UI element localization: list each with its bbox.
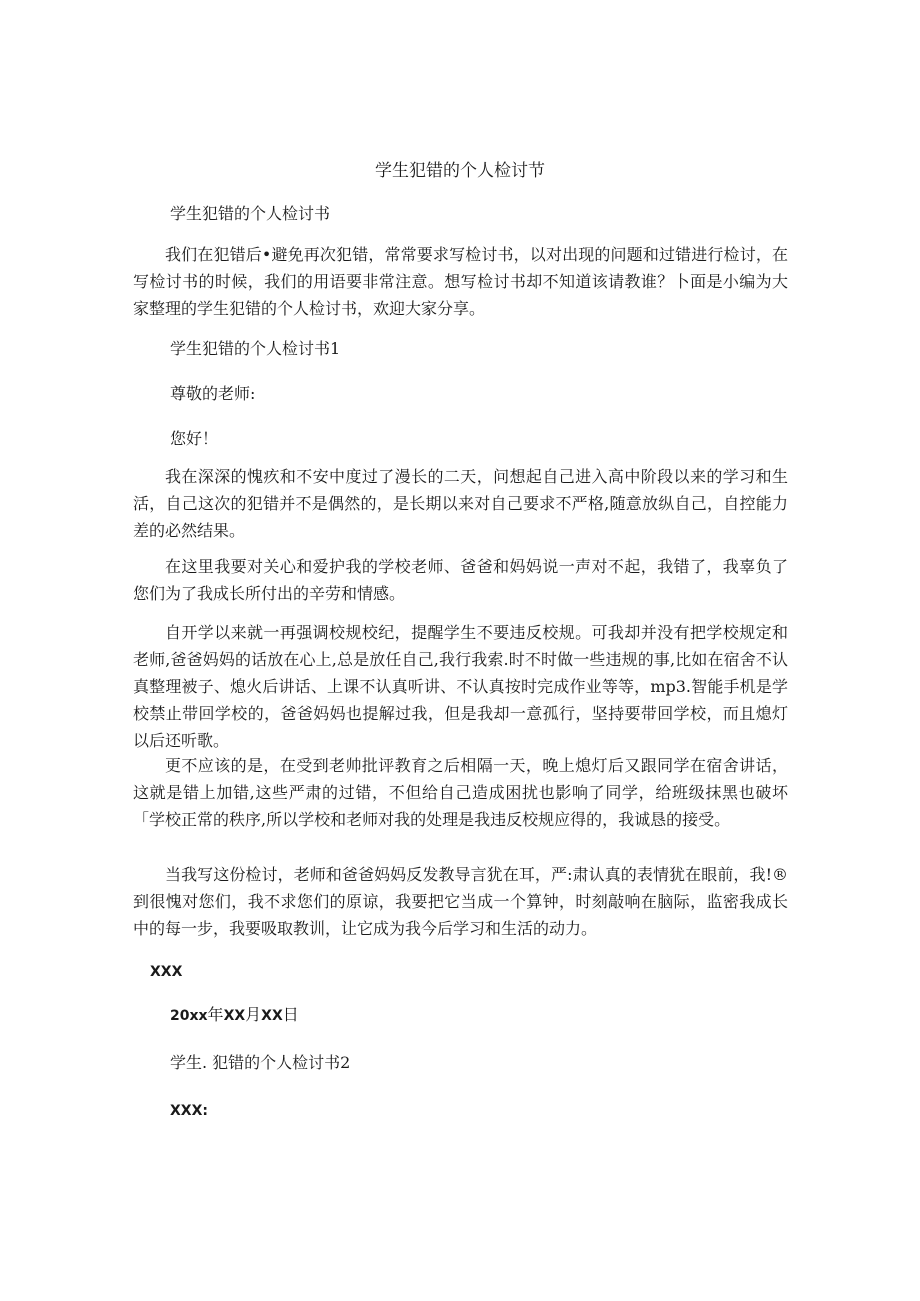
section-heading-2: 学生. 犯错的个人检讨书2 [170, 1053, 351, 1072]
section-heading-1: 学生犯错的个人检讨书1 [170, 339, 341, 358]
date-day: XX [261, 1008, 283, 1024]
intro-paragraph: 我们在犯错后•避免再次犯错，常常要求写检讨书，以对出现的问题和过错进行检讨，在写检讨书的时候，我们的用语要非常注意。想写检讨书却不知道该请教谁？卜面是小编为大家整理的学生犯错的个人检讨书，欢迎大家分享。 [133, 245, 788, 318]
document-title: 学生犯错的个人检讨节 [375, 161, 545, 181]
body-paragraph-2: 在这里我要对关心和爱护我的学校老师、爸爸和妈妈说一声对不起，我错了，我辜负了您们为了我成长所付出的辛劳和情感。 [133, 557, 788, 603]
signature: XXX [150, 964, 183, 980]
document-subtitle: 学生犯错的个人检讨书 [170, 204, 331, 223]
date-month: XX [223, 1008, 246, 1024]
date-day-char: 日 [282, 1005, 299, 1024]
salutation: 尊敬的老师: [170, 384, 256, 403]
body-paragraph-5: 当我写这份检讨，老师和爸爸妈妈反发教导言犹在耳，严:肃认真的表情犹在眼前，我!®到很愧对您们，我不求您们的原谅，我要把它当成一个算钟，时刻敲响在脑际，监密我成长中的每一步，我要吸取教训，让它成为我今后学习和生活的动力。 [133, 865, 788, 938]
body-paragraph-1: 我在深深的愧疚和不安中度过了漫长的二天，问想起自己进入高中阶段以来的学习和生活，自己这次的犯错并不是偶然的，是长期以来对自己要求不严格,随意放纵自己，自控能力差的必然结果。 [133, 467, 788, 540]
body-paragraph-3: 自开学以来就一再强调校规校纪，提醒学生不要违反校规。可我却并没有把学校规定和老师,爸爸妈妈的话放在心上,总是放任自己,我行我索.时不时做一些违规的事,比如在宿舍不认真整理被子、熄火后讲话、上课不认真听讲、不认真按时完成作业等等，mp3.智能手机是学校禁止带回学校的，爸爸妈妈也提解过我，但是我却一意孤行，坚持要带回学校，而且熄灯以后还听歌。 [133, 623, 788, 750]
body-paragraph-4: 更不应该的是，在受到老帅批评教育之后相隔一天，晚上熄灯后又跟同学在宿舍讲话，这就是错上加错,这些严肃的过错，不但给自己造成困扰也影响了同学，给班级抹黑也破坏「学校正常的秩序,所以学校和老师对我的处理是我违反校规应得的，我诚恳的接受。 [133, 756, 788, 829]
section2-salutation: XXX: [170, 1103, 208, 1119]
date-month-char: 月 [245, 1005, 262, 1024]
greeting: 您好！ [170, 429, 219, 448]
date-year: 20xx [170, 1008, 208, 1024]
date-line [170, 1004, 299, 1027]
date-year-char: 年 [207, 1005, 224, 1024]
